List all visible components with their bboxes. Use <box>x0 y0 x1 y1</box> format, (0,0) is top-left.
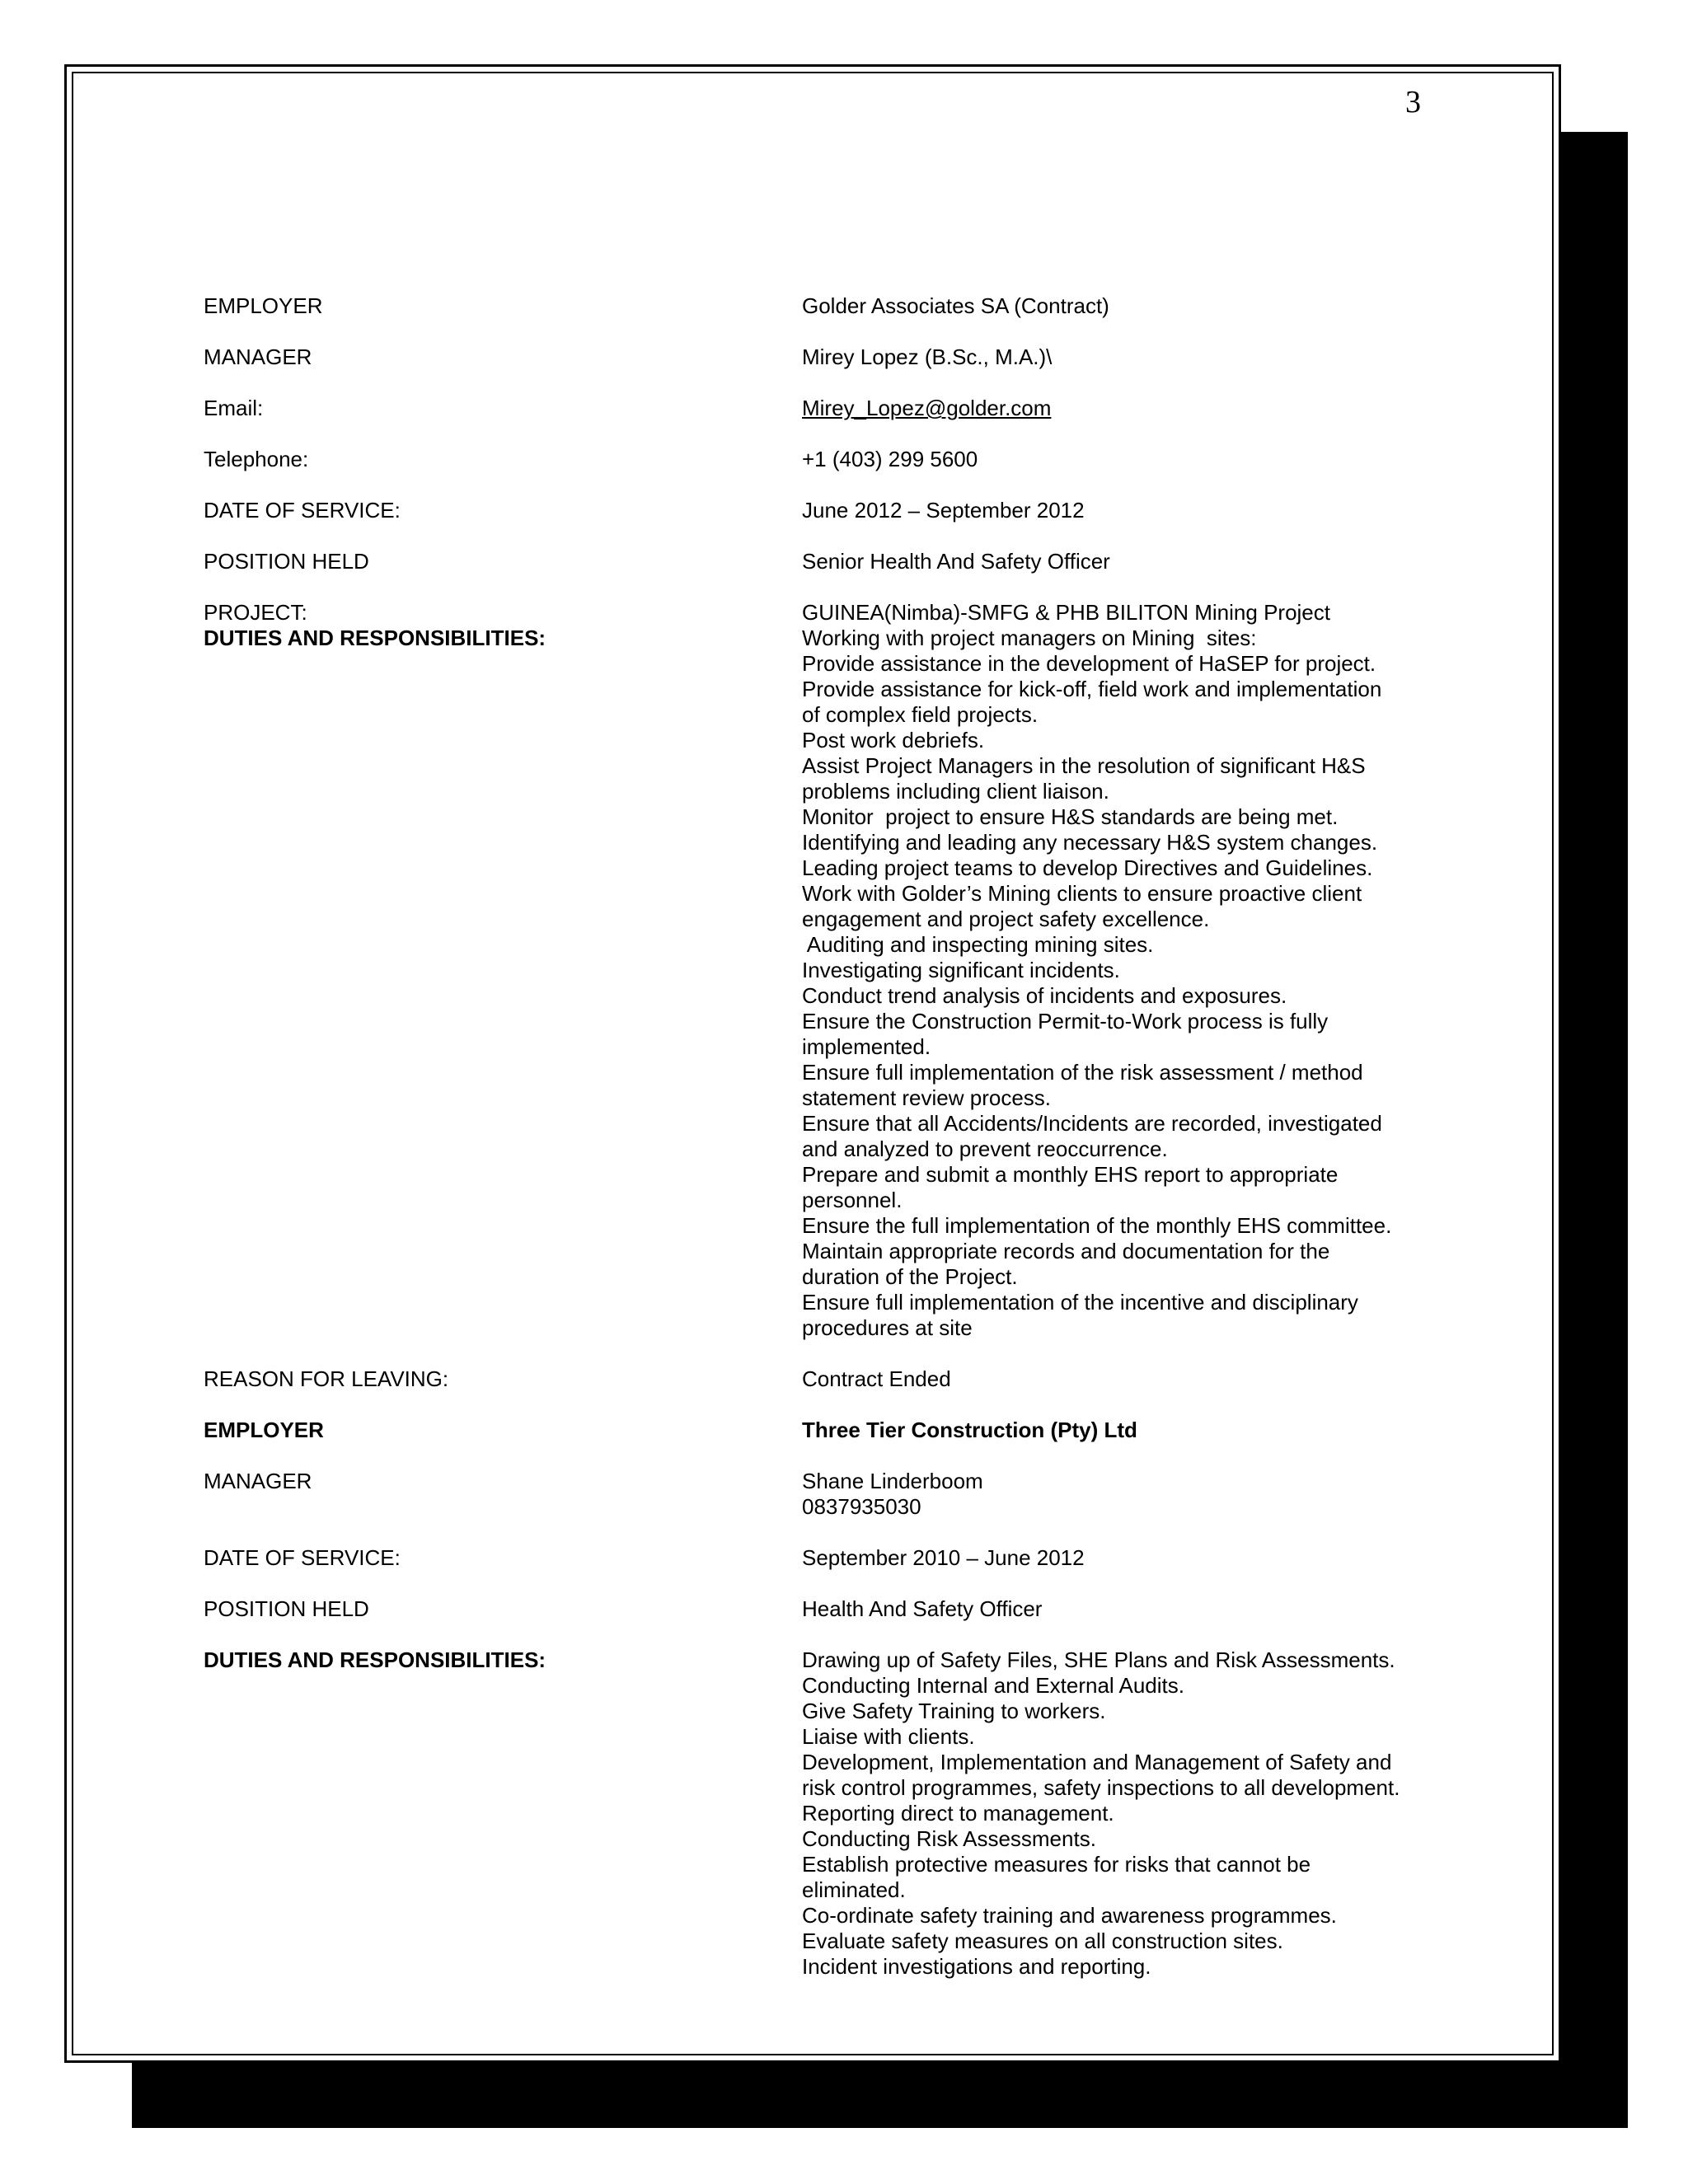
reason-label: REASON FOR LEAVING: <box>204 1366 449 1391</box>
telephone-value: +1 (403) 299 5600 <box>802 447 978 471</box>
duty-line: Ensure full implementation of the incentive and disciplinary <box>802 1290 1358 1315</box>
position-row <box>204 549 1440 574</box>
telephone-label: Telephone: <box>204 447 309 471</box>
manager-name: Shane Linderboom <box>802 1469 983 1493</box>
duty-line: Drawing up of Safety Files, SHE Plans and Risk Assessments. <box>802 1647 1395 1672</box>
duty-line: Auditing and inspecting mining sites. <box>802 932 1154 957</box>
employer-value: Golder Associates SA (Contract) <box>802 293 1109 318</box>
duty-line: eliminated. <box>802 1877 906 1902</box>
position-label: POSITION HELD <box>204 549 369 574</box>
employer-label: EMPLOYER <box>204 293 323 318</box>
manager-value <box>802 1469 1440 1520</box>
reason-value: Contract Ended <box>802 1366 951 1391</box>
position-value: Senior Health And Safety Officer <box>802 549 1110 574</box>
duty-line: Reporting direct to management. <box>802 1801 1114 1825</box>
duties-list <box>802 1647 1440 1980</box>
manager-row <box>204 344 1440 370</box>
duty-line: personnel. <box>802 1188 903 1212</box>
duty-line: duration of the Project. <box>802 1264 1018 1289</box>
duty-line: statement review process. <box>802 1085 1052 1110</box>
duty-line: implemented. <box>802 1034 931 1059</box>
duty-line: engagement and project safety excellence. <box>802 907 1210 931</box>
duty-line: Prepare and submit a monthly EHS report to appropriate <box>802 1162 1339 1187</box>
duty-line: and analyzed to prevent reoccurrence. <box>802 1137 1168 1161</box>
duty-line: Conducting Internal and External Audits. <box>802 1673 1184 1698</box>
date-of-service-label: DATE OF SERVICE: <box>204 1545 401 1570</box>
reason-row <box>204 1366 1440 1392</box>
position-label: POSITION HELD <box>204 1596 369 1621</box>
duty-line: Provide assistance in the development of HaSEP for project. <box>802 651 1376 676</box>
duties-row <box>204 1647 1440 1980</box>
duties-list <box>802 626 1440 1341</box>
duty-line: Work with Golder’s Mining clients to ensure proactive client <box>802 881 1362 906</box>
duty-line: Post work debriefs. <box>802 728 985 752</box>
duty-line: Evaluate safety measures on all construction sites. <box>802 1929 1283 1953</box>
duty-line: Working with project managers on Mining sites: <box>802 626 1257 650</box>
duty-line: Liaise with clients. <box>802 1724 975 1749</box>
duty-line: Provide assistance for kick-off, field work and implementation <box>802 677 1382 701</box>
manager-phone: 0837935030 <box>802 1494 921 1519</box>
date-of-service-value: June 2012 – September 2012 <box>802 498 1085 523</box>
duty-line: of complex field projects. <box>802 702 1039 727</box>
employer-label: EMPLOYER <box>204 1418 324 1442</box>
duty-line: Establish protective measures for risks that cannot be <box>802 1852 1311 1877</box>
manager-label: MANAGER <box>204 1469 312 1493</box>
duty-line: Monitor project to ensure H&S standards are being met. <box>802 804 1339 829</box>
duty-line: Ensure the full implementation of the monthly EHS committee. <box>802 1213 1392 1238</box>
duty-line: Incident investigations and reporting. <box>802 1954 1151 1979</box>
email-row <box>204 396 1440 421</box>
duty-line: Ensure the Construction Permit-to-Work process is fully <box>802 1009 1329 1033</box>
duty-line: Assist Project Managers in the resolution of significant H&S <box>802 753 1366 778</box>
date-of-service-row <box>204 498 1440 523</box>
employer-value: Three Tier Construction (Pty) Ltd <box>802 1418 1137 1442</box>
duties-label: DUTIES AND RESPONSIBILITIES: <box>204 626 546 650</box>
duty-line: Give Safety Training to workers. <box>802 1699 1106 1723</box>
telephone-row <box>204 447 1440 472</box>
duty-line: Identifying and leading any necessary H&S system changes. <box>802 830 1378 855</box>
duty-line: Development, Implementation and Management of Safety and <box>802 1750 1392 1774</box>
manager-label: MANAGER <box>204 344 312 369</box>
project-duties-labels <box>204 600 802 1341</box>
position-value: Health And Safety Officer <box>802 1596 1043 1621</box>
duty-line: Conduct trend analysis of incidents and exposures. <box>802 983 1287 1008</box>
duty-line: Investigating significant incidents. <box>802 958 1120 982</box>
duty-line: Ensure that all Accidents/Incidents are recorded, investigated <box>802 1111 1382 1136</box>
email-link[interactable]: Mirey_Lopez@golder.com <box>802 396 1052 420</box>
page-number: 3 <box>1405 85 1421 120</box>
project-duties-values <box>802 600 1440 1341</box>
duty-line: problems including client liaison. <box>802 779 1109 804</box>
manager-row <box>204 1469 1440 1520</box>
employer-row <box>204 1418 1440 1443</box>
manager-value: Mirey Lopez (B.Sc., M.A.)\ <box>802 344 1053 369</box>
project-duties-row <box>204 600 1440 1341</box>
date-of-service-row <box>204 1545 1440 1571</box>
date-of-service-label: DATE OF SERVICE: <box>204 498 401 523</box>
project-label: PROJECT: <box>204 600 307 625</box>
position-row <box>204 1596 1440 1622</box>
duty-line: Ensure full implementation of the risk assessment / method <box>802 1060 1363 1085</box>
duties-values <box>802 1647 1440 1980</box>
duty-line: Co-ordinate safety training and awareness programmes. <box>802 1903 1337 1928</box>
duties-label: DUTIES AND RESPONSIBILITIES: <box>204 1647 546 1672</box>
duty-line: risk control programmes, safety inspections to all development. <box>802 1775 1400 1800</box>
date-of-service-value: September 2010 – June 2012 <box>802 1545 1085 1570</box>
duty-line: Maintain appropriate records and documentation for the <box>802 1239 1330 1263</box>
duty-line: Leading project teams to develop Directives and Guidelines. <box>802 855 1373 880</box>
email-label: Email: <box>204 396 264 420</box>
resume-content <box>204 293 1440 2005</box>
project-value: GUINEA(Nimba)-SMFG & PHB BILITON Mining Project <box>802 600 1330 625</box>
duty-line: procedures at site <box>802 1315 973 1340</box>
employer-row <box>204 293 1440 319</box>
duty-line: Conducting Risk Assessments. <box>802 1826 1096 1851</box>
